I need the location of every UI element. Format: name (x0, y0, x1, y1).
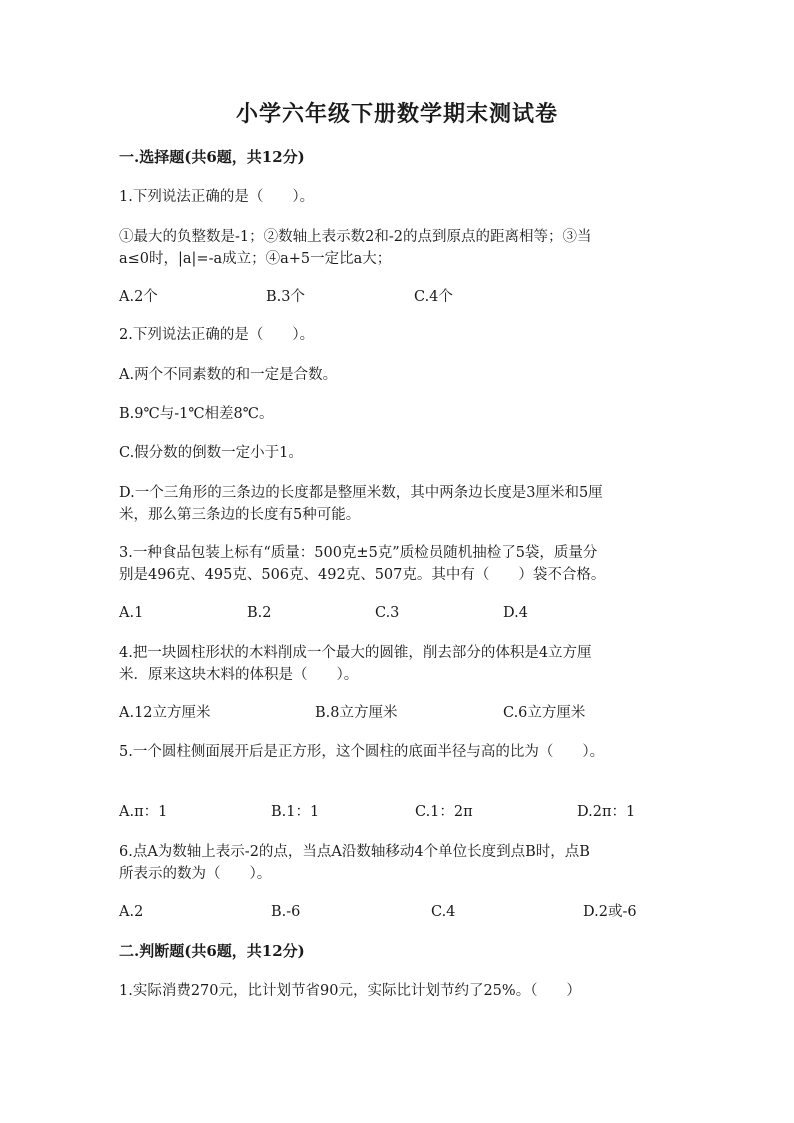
question-6-option-c: C.4 (431, 904, 456, 920)
question-5-option-b: B.1：1 (271, 804, 320, 820)
question-2-option-c: C.假分数的倒数一定小于1。 (119, 445, 303, 461)
question-5-option-c: C.1：2π (415, 804, 473, 820)
question-3-option-c: C.3 (375, 605, 400, 621)
question-5-option-d: D.2π：1 (577, 804, 636, 820)
question-2-option-a: A.两个不同素数的和一定是合数。 (119, 367, 338, 383)
section-heading-judgement: 二.判断题(共6题，共12分) (119, 942, 305, 960)
question-5-stem: 5.一个圆柱侧面展开后是正方形，这个圆柱的底面半径与高的比为（ ）。 (119, 744, 605, 760)
section-heading-choice: 一.选择题(共6题，共12分) (119, 148, 305, 166)
question-2-stem: 2.下列说法正确的是（ ）。 (119, 327, 315, 343)
question-3-option-d: D.4 (503, 605, 528, 621)
question-3-option-a: A.1 (119, 605, 144, 621)
question-1-option-b: B.3个 (266, 289, 305, 305)
question-1-option-a: A.2个 (119, 289, 158, 305)
question-6-stem-line2: 所表示的数为（ ）。 (119, 866, 272, 882)
question-1-option-c: C.4个 (414, 289, 453, 305)
question-2-option-d-line2: 米，那么第三条边的长度有5种可能。 (119, 507, 361, 523)
question-6-option-d: D.2或-6 (583, 904, 637, 920)
question-2-option-d-line1: D.一个三角形的三条边的长度都是整厘米数，其中两条边长度是3厘米和5厘 (119, 485, 603, 501)
question-3-stem-line2: 别是496克、495克、506克、492克、507克。其中有（ ）袋不合格。 (119, 567, 606, 583)
question-1-body-line1: ①最大的负整数是-1；②数轴上表示数2和-2的点到原点的距离相等；③当 (119, 229, 592, 245)
question-3-option-b: B.2 (247, 605, 272, 621)
page-title: 小学六年级下册数学期末测试卷 (235, 101, 558, 127)
question-4-option-c: C.6立方厘米 (503, 705, 586, 721)
question-2-option-b: B.9℃与-1℃相差8℃。 (119, 406, 274, 422)
question-6-option-a: A.2 (119, 904, 144, 920)
question-1-stem: 1.下列说法正确的是（ ）。 (119, 189, 315, 205)
judgement-question-1: 1.实际消费270元，比计划节省90元，实际比计划节约了25%。（ ） (119, 983, 581, 999)
question-4-stem-line2: 米．原来这块木料的体积是（ ）。 (119, 667, 359, 683)
question-3-stem-line1: 3.一种食品包装上标有“质量：500克±5克”质检员随机抽检了5袋，质量分 (119, 545, 598, 561)
question-4-option-b: B.8立方厘米 (315, 705, 398, 721)
question-1-body-line2: a≤0时，|a|=-a成立；④a+5一定比a大； (119, 251, 392, 267)
question-4-stem-line1: 4.把一块圆柱形状的木料削成一个最大的圆锥，削去部分的体积是4立方厘 (119, 645, 592, 661)
question-5-option-a: A.π：1 (119, 804, 168, 820)
question-4-option-a: A.12立方厘米 (119, 705, 211, 721)
question-6-option-b: B.-6 (271, 904, 301, 920)
question-6-stem-line1: 6.点A为数轴上表示-2的点，当点A沿数轴移动4个单位长度到点B时，点B (119, 844, 590, 860)
